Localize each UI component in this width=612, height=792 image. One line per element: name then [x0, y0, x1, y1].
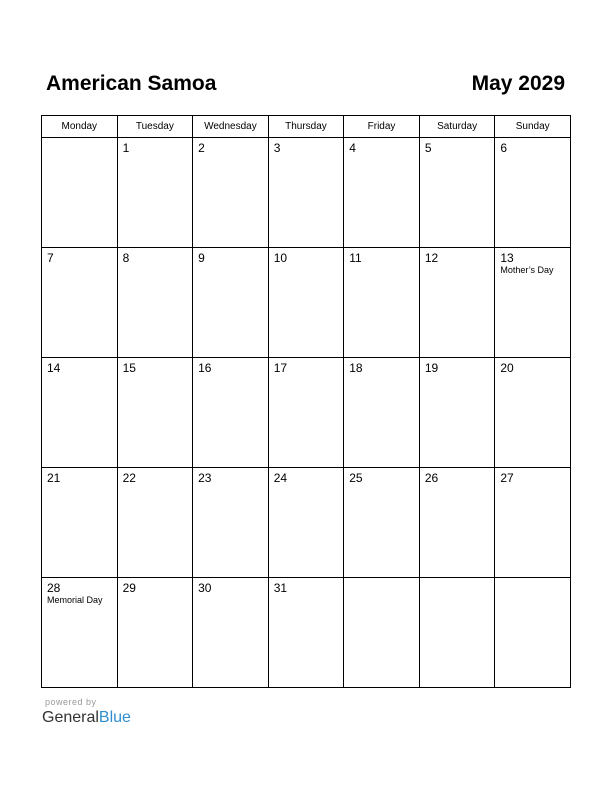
weekday-header: Friday: [344, 116, 420, 138]
day-cell: [344, 578, 420, 688]
week-row: [42, 138, 571, 248]
weekday-header: Tuesday: [117, 116, 193, 138]
day-cell: [42, 138, 118, 248]
day-number: 7: [47, 251, 54, 265]
day-number: 20: [500, 361, 514, 375]
day-number: 11: [349, 251, 362, 265]
day-cell: [419, 138, 495, 248]
day-number: [495, 578, 570, 581]
day-number: 13: [500, 251, 514, 265]
holiday-label: Mother’s Day: [500, 265, 554, 275]
day-number: 4: [349, 141, 356, 155]
day-cell: [193, 468, 269, 578]
weekday-header: Saturday: [419, 116, 495, 138]
day-cell: [419, 358, 495, 468]
day-cell: [193, 248, 269, 358]
day-cell: [117, 138, 193, 248]
weekday-header: Wednesday: [193, 116, 269, 138]
weekday-header-row: [42, 116, 571, 138]
day-cell: [42, 358, 118, 468]
week-row: [42, 578, 571, 688]
day-number: 16: [198, 361, 212, 375]
day-number: 18: [349, 361, 363, 375]
day-cell: [268, 358, 344, 468]
brand-general-text: General: [42, 709, 99, 726]
brand-logo[interactable]: [42, 708, 131, 728]
day-number: 3: [273, 141, 281, 155]
week-row: [42, 248, 571, 358]
day-cell: [419, 578, 495, 688]
powered-by-label: powered by: [45, 697, 97, 707]
day-cell: [117, 468, 193, 578]
day-cell: [495, 248, 571, 358]
weekday-header: Thursday: [268, 116, 344, 138]
day-number: 6: [500, 141, 508, 155]
day-number: 14: [47, 361, 61, 375]
day-cell: [117, 248, 193, 358]
day-cell: [42, 578, 118, 688]
brand-blue-text: Blue: [98, 709, 131, 726]
month-year-title: May 2029: [471, 72, 565, 95]
day-number: 30: [198, 581, 212, 595]
day-cell: [344, 358, 420, 468]
day-cell: [495, 138, 571, 248]
week-row: [42, 358, 571, 468]
day-cell: [268, 138, 344, 248]
day-number: [420, 578, 495, 581]
day-cell: [344, 138, 420, 248]
day-cell: [42, 248, 118, 358]
day-number: [344, 578, 419, 581]
day-number: 17: [273, 361, 288, 375]
day-cell: [268, 578, 344, 688]
holiday-label: Memorial Day: [47, 595, 103, 605]
day-cell: [268, 468, 344, 578]
day-number: 8: [122, 251, 130, 265]
day-number: 29: [122, 581, 136, 595]
day-number: 21: [47, 471, 61, 485]
day-number: 5: [424, 141, 432, 155]
day-number: 25: [349, 471, 363, 485]
day-cell: [344, 248, 420, 358]
day-number: 10: [273, 251, 288, 265]
day-cell: [344, 468, 420, 578]
week-row: [42, 468, 571, 578]
day-cell: [495, 578, 571, 688]
day-number: 23: [198, 471, 212, 485]
day-cell: [117, 358, 193, 468]
day-cell: [419, 468, 495, 578]
day-cell: [117, 578, 193, 688]
day-cell: [193, 578, 269, 688]
weekday-header: Monday: [42, 116, 118, 138]
day-cell: [42, 468, 118, 578]
day-number: 1: [122, 141, 130, 155]
day-cell: [495, 468, 571, 578]
day-number: 12: [424, 251, 439, 265]
day-cell: [193, 138, 269, 248]
day-cell: [419, 248, 495, 358]
day-number: 27: [500, 471, 514, 485]
day-number: 28: [47, 581, 61, 595]
day-cell: [495, 358, 571, 468]
day-cell: [193, 358, 269, 468]
day-number: [42, 138, 117, 141]
day-number: 19: [424, 361, 439, 375]
day-number: 15: [122, 361, 136, 375]
day-cell: [268, 248, 344, 358]
day-number: 24: [273, 471, 288, 485]
country-title: American Samoa: [46, 72, 217, 95]
calendar-grid: [41, 115, 571, 688]
day-number: 26: [424, 471, 439, 485]
day-number: 31: [273, 581, 288, 595]
day-number: 9: [198, 251, 205, 265]
weekday-header: Sunday: [495, 116, 571, 138]
day-number: 2: [198, 141, 205, 155]
day-number: 22: [122, 471, 136, 485]
